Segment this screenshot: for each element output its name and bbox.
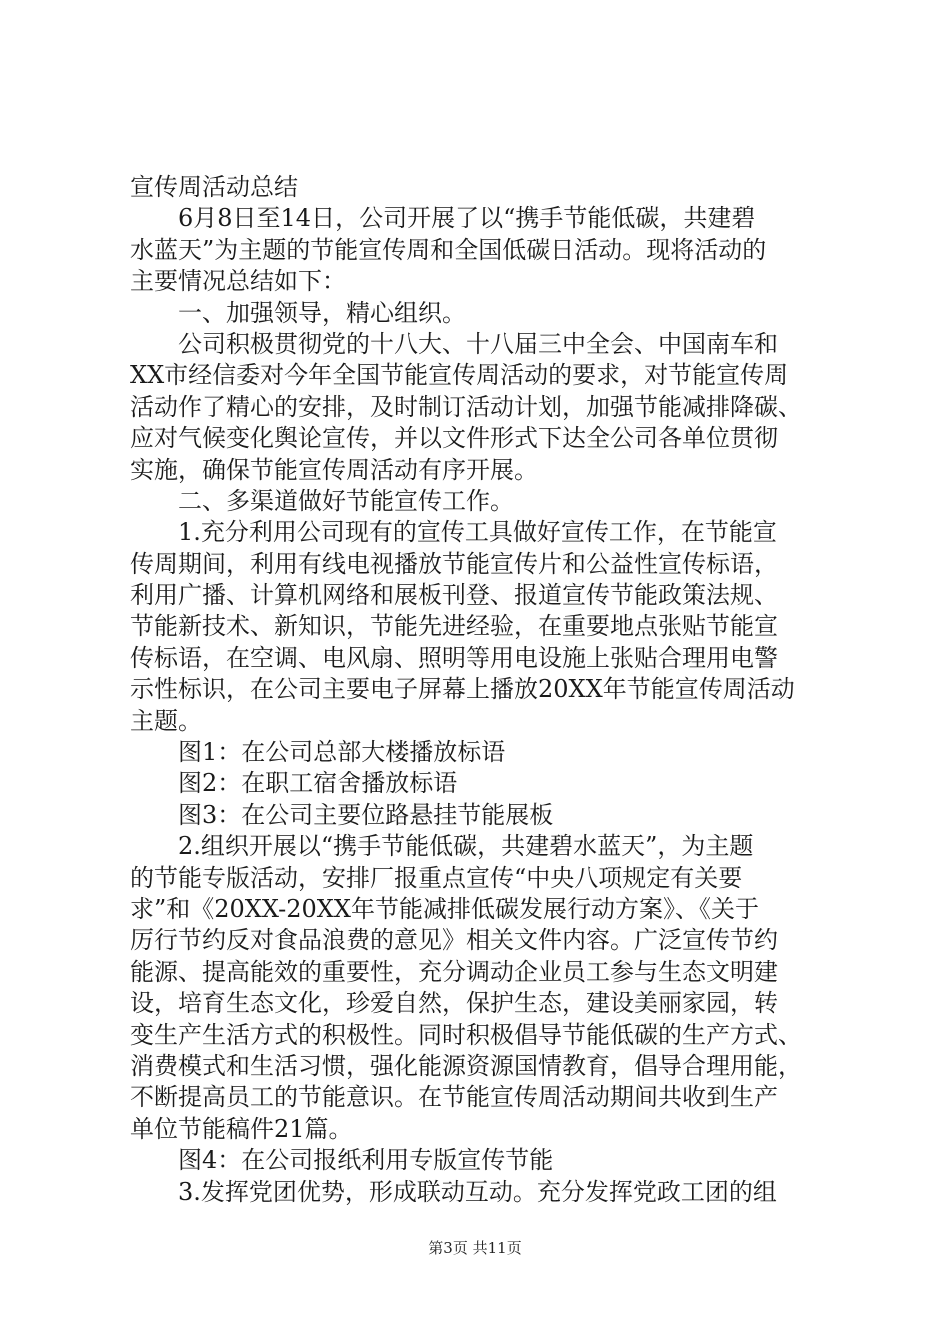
text-line: 变生产生活方式的积极性。同时积极倡导节能低碳的生产方式、 [130,1020,802,1049]
text-line: 2.组织开展以“携手节能低碳，共建碧水蓝天”，为主题 [178,832,754,861]
text-line: 单位节能稿件21篇。 [130,1114,353,1143]
document-title-line: 宣传周活动总结 [130,173,298,201]
text-line: 传周期间，利用有线电视播放节能宣传片和公益性宣传标语， [130,549,778,578]
text-line: XX市经信委对今年全国节能宣传周活动的要求，对节能宣传周 [130,361,789,390]
text-line: 公司积极贯彻党的十八大、十八届三中全会、中国南车和 [178,329,778,358]
text-line: 消费模式和生活习惯，强化能源资源国情教育，倡导合理用能， [130,1051,802,1080]
text-line: 应对气候变化舆论宣传，并以文件形式下达全公司各单位贯彻 [130,424,778,453]
text-line: 图3：在公司主要位路悬挂节能展板 [178,800,554,829]
text-line: 实施，确保节能宣传周活动有序开展。 [130,455,538,484]
text-line: 的节能专版活动，安排厂报重点宣传“中央八项规定有关要 [130,863,743,892]
page-footer: 第3页 共11页 [428,1239,522,1257]
text-line: 厉行节约反对食品浪费的意见》相关文件内容。广泛宣传节约 [130,926,778,955]
text-line: 二、多渠道做好节能宣传工作。 [178,486,514,515]
text-line: 不断提高员工的节能意识。在节能宣传周活动期间共收到生产 [130,1083,778,1112]
text-line: 节能新技术、新知识，节能先进经验，在重要地点张贴节能宣 [130,612,778,641]
text-line: 利用广播、计算机网络和展板刊登、报道宣传节能政策法规、 [130,581,778,610]
text-line: 主要情况总结如下： [130,267,346,296]
text-line: 图2：在职工宿舍播放标语 [178,769,458,798]
text-line: 水蓝天”为主题的节能宣传周和全国低碳日活动。现将活动的 [130,235,767,264]
text-line: 活动作了精心的安排，及时制订活动计划，加强节能减排降碳、 [130,392,802,421]
text-line: 一、加强领导，精心组织。 [178,298,466,327]
text-line: 1.充分利用公司现有的宣传工具做好宣传工作，在节能宣 [178,518,777,547]
text-line: 求”和《20XX-20XX年节能减排低碳发展行动方案》、《关于 [130,894,759,923]
text-line: 示性标识，在公司主要电子屏幕上播放20XX年节能宣传周活动 [130,675,795,704]
text-line: 图1：在公司总部大楼播放标语 [178,738,506,767]
text-line: 6月8日至14日，公司开展了以“携手节能低碳，共建碧 [178,204,756,233]
text-line: 设，培育生态文化，珍爱自然，保护生态，建设美丽家园，转 [130,989,778,1018]
document-body [130,172,830,1208]
text-line: 能源、提高能效的重要性，充分调动企业员工参与生态文明建 [130,957,778,986]
text-line: 传标语，在空调、电风扇、照明等用电设施上张贴合理用电警 [130,643,778,672]
text-line: 图4：在公司报纸利用专版宣传节能 [178,1146,554,1175]
text-line: 3.发挥党团优势，形成联动互动。充分发挥党政工团的组 [178,1177,777,1206]
text-line: 主题。 [130,706,202,735]
